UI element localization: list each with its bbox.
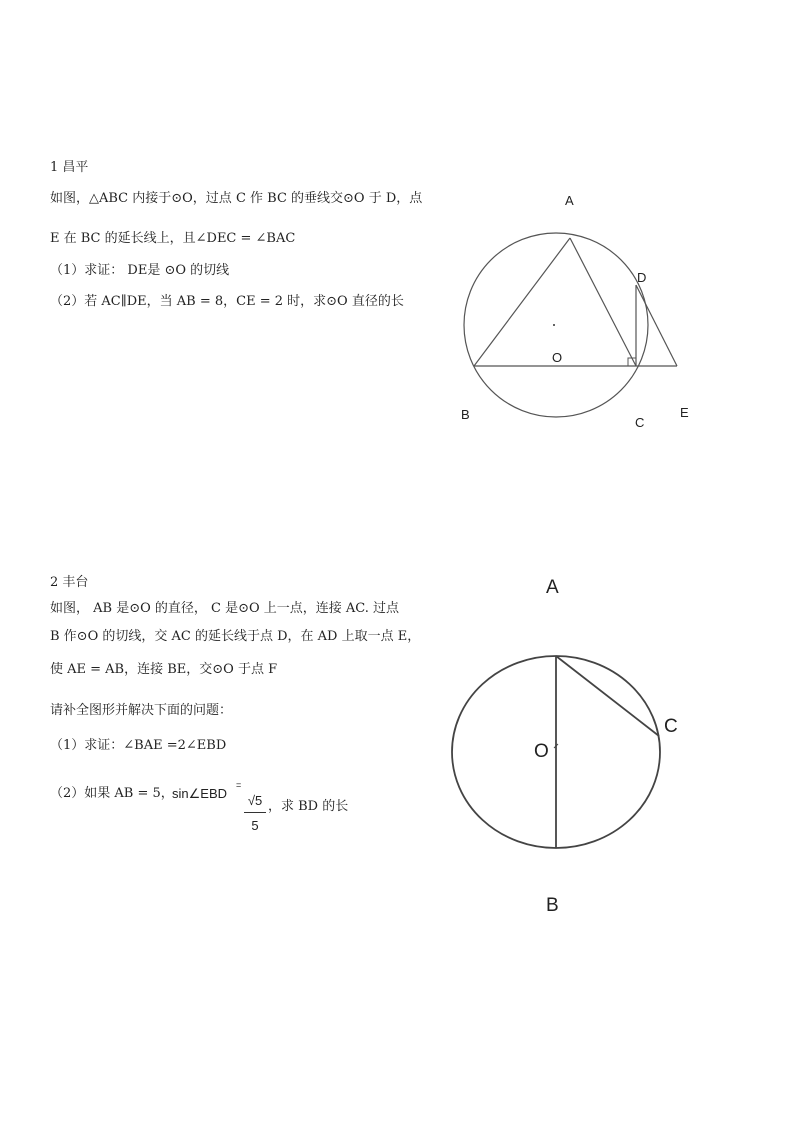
problem1-label-a: A <box>565 193 574 208</box>
problem2-label-o: O <box>534 741 549 762</box>
problem2-fraction-denominator: 5 <box>251 818 259 833</box>
problem1-segment-ab <box>474 238 570 366</box>
problem1-label-o: O <box>552 350 563 365</box>
problem1-label-b: B <box>461 407 470 422</box>
problem2-equals: = <box>236 780 242 790</box>
problem1-center-dot <box>553 324 555 326</box>
problem1-segment-de <box>636 285 677 366</box>
problem2-fraction-numerator: √5 <box>247 793 263 808</box>
problem1-question1: （1）求证： DE是 ⊙O 的切线 <box>50 263 230 278</box>
problem1-label-e: E <box>680 405 689 420</box>
problem2-header: 2 丰台 <box>50 575 89 590</box>
problem1-header: 1 昌平 <box>50 160 89 175</box>
problem1-circle-o <box>464 233 648 417</box>
problem2-label-b: B <box>546 895 559 916</box>
problem1-label-d: D <box>637 270 647 285</box>
problem2-fraction-bar <box>244 812 266 813</box>
problem2-label-c: C <box>664 716 678 737</box>
problem2-label-a: A <box>546 577 559 598</box>
problem2-question1: （1）求证：∠BAE =2∠EBD <box>50 738 227 753</box>
problem1-line2: E 在 BC 的延长线上，且∠DEC = ∠BAC <box>50 231 296 246</box>
problem2-sin-ebd: sin∠EBD <box>172 786 228 801</box>
problem2-question2-prefix: （2）如果 AB = 5， <box>50 786 174 801</box>
problem1-line1: 如图，△ABC 内接于⊙O，过点 C 作 BC 的垂线交⊙O 于 D，点 <box>50 191 423 206</box>
problem2-line1: 如图， AB 是⊙O 的直径， C 是⊙O 上一点，连接 AC. 过点 <box>50 601 400 616</box>
problem1-label-c: C <box>635 415 645 430</box>
problem1-question2: （2）若 AC∥DE，当 AB = 8，CE = 2 时，求⊙O 直径的长 <box>50 294 404 309</box>
problem2-line2: B 作⊙O 的切线，交 AC 的延长线于点 D，在 AD 上取一点 E， <box>50 629 421 644</box>
problem2-question2-suffix: ，求 BD 的长 <box>268 799 349 814</box>
problem2-line3: 使 AE = AB，连接 BE，交⊙O 于点 F <box>50 662 278 677</box>
problem2-line4: 请补全图形并解决下面的问题： <box>50 703 233 718</box>
problem1-segment-ac <box>570 238 636 366</box>
